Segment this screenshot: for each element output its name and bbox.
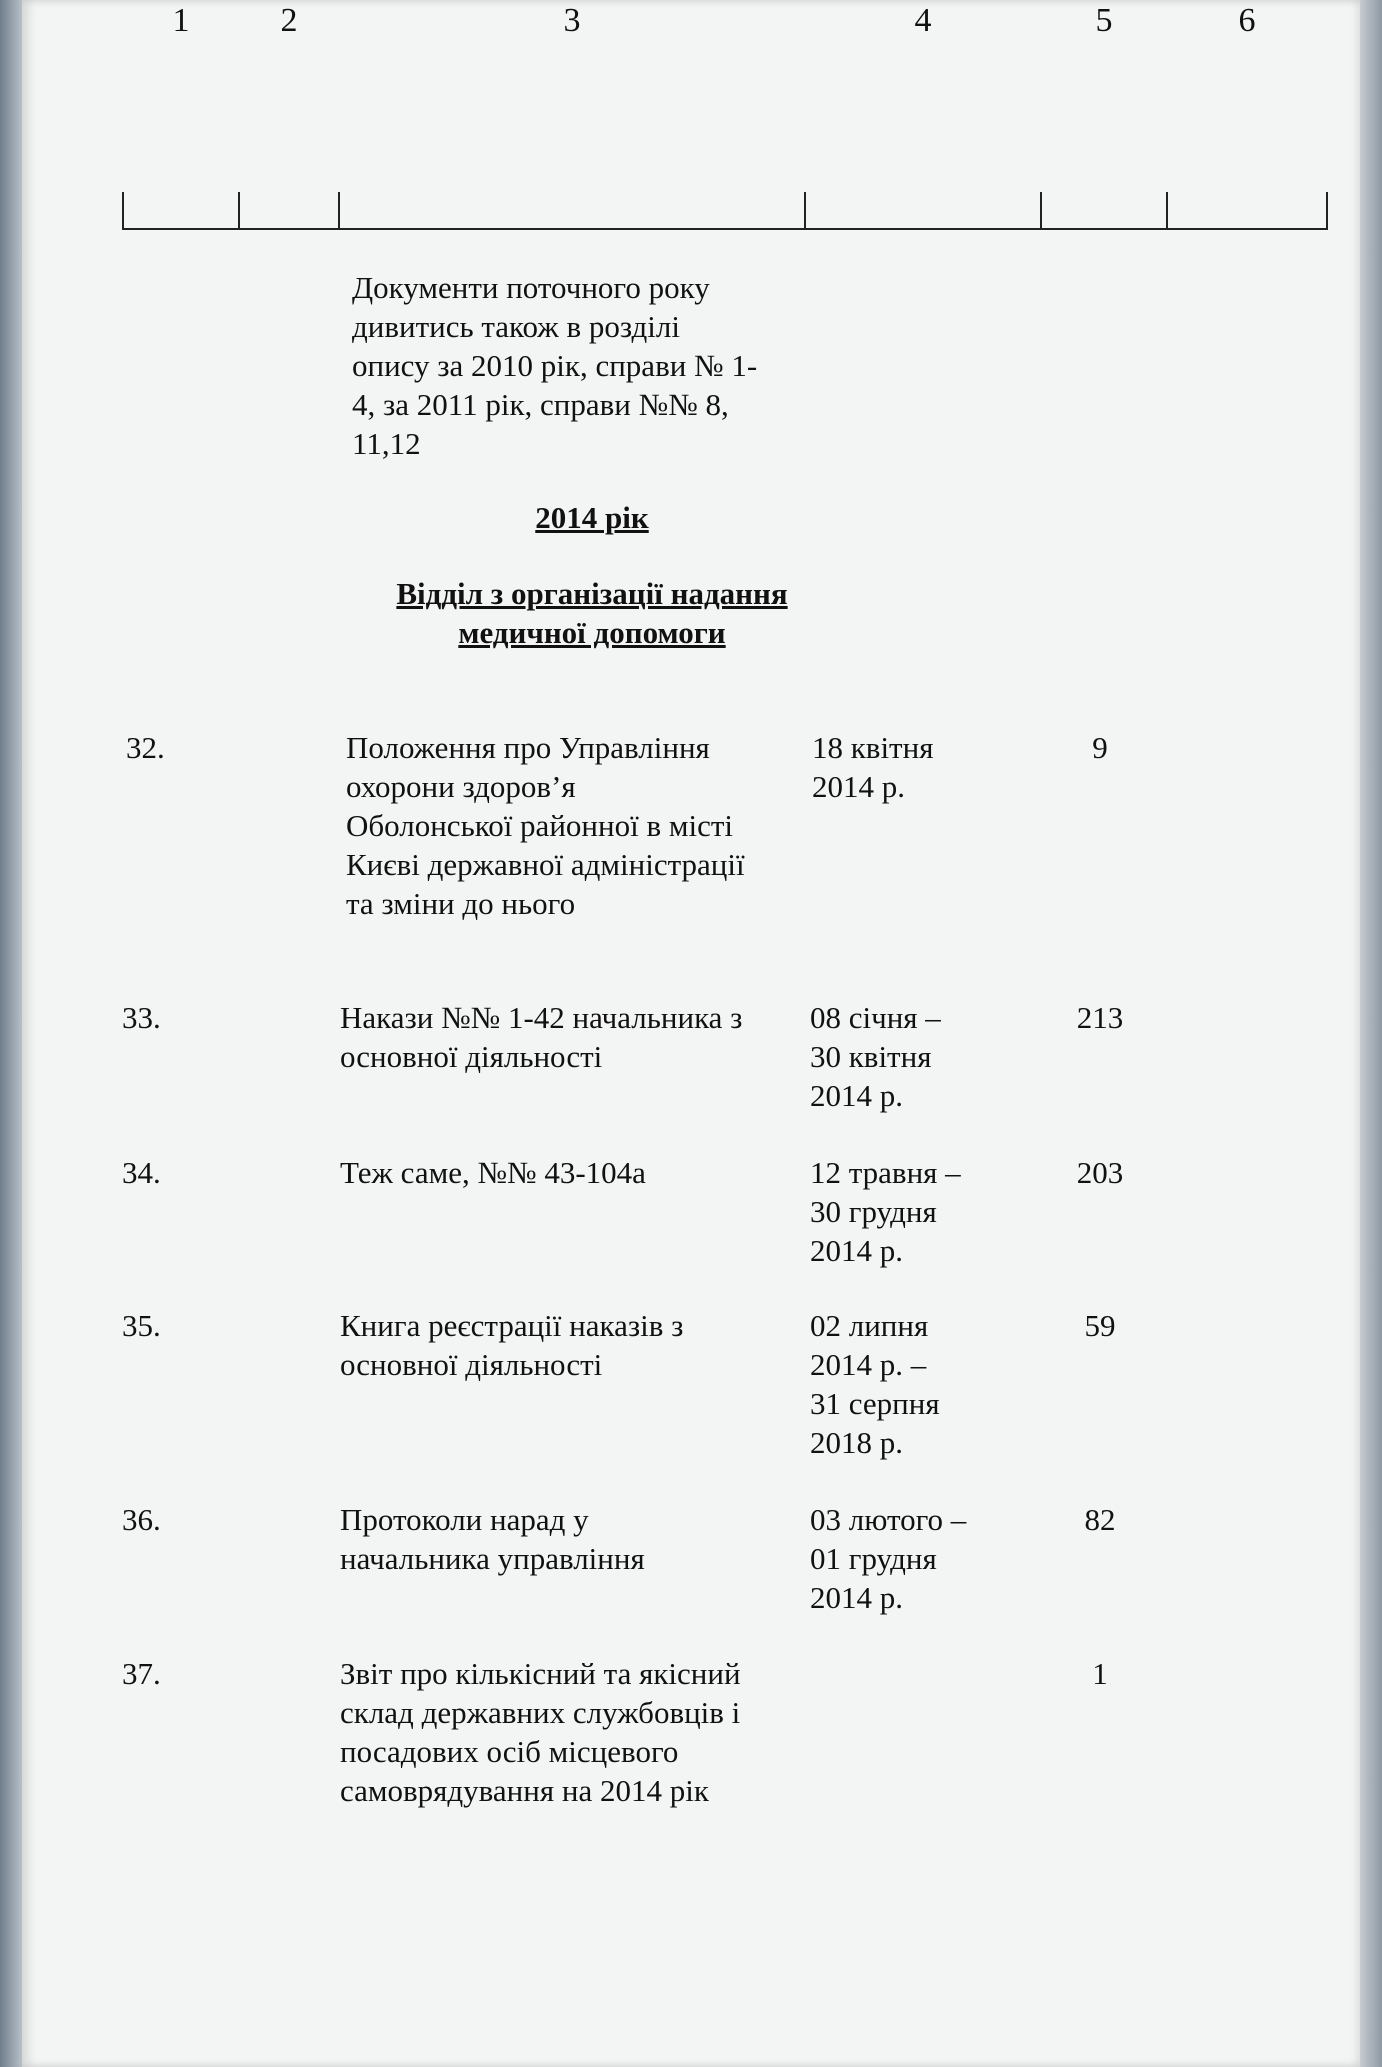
scan-left-edge: [0, 0, 22, 2067]
row-dates: 08 січня – 30 квітня 2014 р.: [810, 1000, 941, 1113]
column-divider: [122, 192, 124, 228]
row-number: 33.: [122, 1000, 161, 1035]
column-header-2: 2: [280, 2, 298, 39]
row-page-count: 9: [1092, 730, 1108, 765]
row-number: 36.: [122, 1502, 161, 1537]
scan-right-edge: [1360, 0, 1382, 2067]
row-title: Положення про Управління охорони здоров’я Оболонської районної в місті Києві державної адміністрації та зміни до нього: [346, 730, 745, 921]
row-page-count: 213: [1076, 1000, 1124, 1035]
row-dates: 18 квітня 2014 р.: [812, 730, 934, 804]
column-header-6: 6: [1238, 2, 1256, 39]
row-number: 37.: [122, 1656, 161, 1691]
column-header-5: 5: [1095, 2, 1113, 39]
row-number: 35.: [122, 1308, 161, 1343]
column-divider: [338, 192, 340, 228]
row-page-count: 59: [1084, 1308, 1116, 1343]
row-title: Протоколи нарад у начальника управління: [340, 1502, 645, 1576]
row-page-count: 82: [1084, 1502, 1116, 1537]
current-year-note: Документи поточного року дивитись також в розділі опису за 2010 рік, справи № 1- 4, за 2011 рік, справи №№ 8, 11,12: [352, 270, 758, 461]
column-divider: [1326, 192, 1328, 228]
row-number: 32.: [126, 730, 165, 765]
column-divider: [804, 192, 806, 228]
column-divider: [238, 192, 240, 228]
section-heading: Відділ з організації надання медичної допомоги: [396, 576, 788, 650]
column-divider: [1166, 192, 1168, 228]
column-header-4: 4: [914, 2, 932, 39]
row-title: Книга реєстрації наказів з основної діяльності: [340, 1308, 684, 1382]
row-dates: 03 лютого – 01 грудня 2014 р.: [810, 1502, 967, 1615]
row-title: Теж саме, №№ 43-104а: [340, 1155, 646, 1190]
column-divider: [1040, 192, 1042, 228]
row-dates: 02 липня 2014 р. – 31 серпня 2018 р.: [810, 1308, 940, 1460]
row-page-count: 1: [1092, 1656, 1108, 1691]
column-header-row: [122, 188, 1328, 230]
row-page-count: 203: [1076, 1155, 1124, 1190]
document-page: [22, 0, 1360, 2067]
row-title: Накази №№ 1-42 начальника з основної діяльності: [340, 1000, 743, 1074]
row-number: 34.: [122, 1155, 161, 1190]
year-heading: 2014 рік: [535, 500, 649, 535]
row-title: Звіт про кількісний та якісний склад державних службовців і посадових осіб місцевого самоврядування на 2014 рік: [340, 1656, 741, 1808]
column-header-3: 3: [563, 2, 581, 39]
column-header-1: 1: [172, 2, 190, 39]
row-dates: 12 травня – 30 грудня 2014 р.: [810, 1155, 961, 1268]
